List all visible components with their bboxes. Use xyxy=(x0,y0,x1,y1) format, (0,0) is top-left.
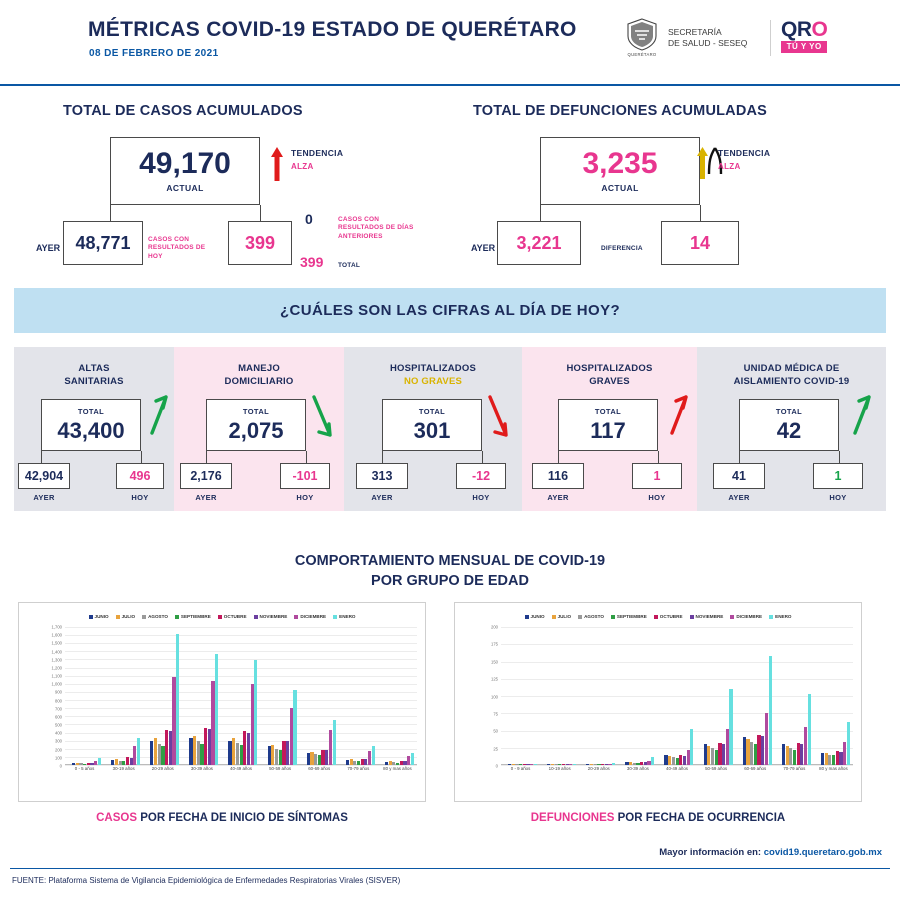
legend-item xyxy=(175,614,211,619)
card-yesterday-box xyxy=(356,463,408,489)
legend-item xyxy=(654,614,683,619)
y-axis-tick: 800 xyxy=(55,698,62,704)
legend-swatch-icon xyxy=(89,615,93,619)
x-axis-tick: 20-29 años xyxy=(587,766,610,772)
cases-total-value: 399 xyxy=(300,254,324,270)
legend-swatch-icon xyxy=(525,615,529,619)
bar xyxy=(847,722,850,765)
qro-tagline: TÚ Y YO xyxy=(781,41,827,53)
bar-group xyxy=(111,627,140,765)
deaths-difference-label: DIFERENCIA xyxy=(601,245,643,252)
card-total-box xyxy=(206,399,306,451)
card-trend-arrow-up-icon xyxy=(845,395,871,442)
legend-item xyxy=(578,614,604,619)
card-trend-arrow-up-icon xyxy=(142,395,168,442)
chart-defunciones-plot xyxy=(491,624,853,772)
deaths-difference-box xyxy=(661,221,739,265)
y-axis-tick: 1,500 xyxy=(51,640,62,646)
cases-today-results-value: 399 xyxy=(244,232,276,253)
legend-item xyxy=(218,614,247,619)
legend-label: SEPTIEMBRE xyxy=(180,614,211,619)
bar xyxy=(769,656,772,765)
card-altas-sanitarias xyxy=(14,347,174,511)
x-axis-tick: 80 y mas años xyxy=(819,766,848,772)
card-hospitalizados-graves xyxy=(522,347,697,511)
bar-group xyxy=(72,627,101,765)
bar xyxy=(293,690,296,765)
x-axis-tick: 70-79 años xyxy=(347,766,370,772)
card-trend-arrow-down-icon xyxy=(486,395,512,444)
deaths-connector-left xyxy=(540,205,541,221)
cases-trend-value: ALZA xyxy=(291,162,314,171)
bar xyxy=(215,654,218,765)
deaths-trend-arrow-up-icon xyxy=(696,147,709,184)
cases-current-box xyxy=(110,137,260,205)
bar xyxy=(573,764,576,765)
y-axis-tick: 1,600 xyxy=(51,632,62,638)
legend-swatch-icon xyxy=(218,615,222,619)
card-total-label: TOTAL xyxy=(77,406,105,416)
y-axis-tick: 50 xyxy=(493,728,498,734)
bar xyxy=(534,764,537,765)
card-today-value: 1 xyxy=(834,469,842,483)
chart-defunciones-caption xyxy=(454,812,862,824)
x-axis-tick: 50-59 años xyxy=(269,766,292,772)
y-axis-tick: 1,200 xyxy=(51,665,62,671)
card-title-line-1: ALTAS xyxy=(78,363,110,374)
card-trend-arrow-down-icon xyxy=(310,395,336,444)
secretariat-line-2: DE SALUD - SESEQ xyxy=(668,38,748,49)
y-axis-tick: 150 xyxy=(491,659,498,665)
card-unidad-medica-aislamiento xyxy=(697,347,886,511)
legend-label: OCTUBRE xyxy=(659,614,683,619)
x-axis-tick: 10-19 años xyxy=(548,766,571,772)
bar-group xyxy=(346,627,375,765)
card-title xyxy=(344,363,522,389)
card-today-label: HOY xyxy=(296,493,314,502)
card-trend-arrow-up-icon xyxy=(662,395,688,442)
deaths-trend-label: TENDENCIA xyxy=(718,148,771,158)
card-yesterday-value: 42,904 xyxy=(24,469,64,483)
legend-item xyxy=(89,614,109,619)
legend-label: ENERO xyxy=(775,614,792,619)
card-total-value: 301 xyxy=(413,417,451,443)
header-rule xyxy=(0,84,900,86)
legend-swatch-icon xyxy=(730,615,734,619)
legend-label: ENERO xyxy=(339,614,356,619)
card-today-value: 1 xyxy=(653,469,661,483)
card-yesterday-value: 2,176 xyxy=(190,469,222,483)
bar-group xyxy=(704,627,733,765)
card-yesterday-value: 116 xyxy=(547,469,569,483)
card-total-value: 2,075 xyxy=(228,417,284,443)
y-axis-tick: 100 xyxy=(55,755,62,761)
legend-item xyxy=(769,614,791,619)
card-hospitalizados-no-graves xyxy=(344,347,522,511)
card-yesterday-box xyxy=(713,463,765,489)
y-axis-tick: 500 xyxy=(55,722,62,728)
y-axis-tick: 125 xyxy=(491,676,498,682)
bar-group xyxy=(821,627,850,765)
cases-current-label: ACTUAL xyxy=(166,183,204,193)
deaths-panel-title: TOTAL DE DEFUNCIONES ACUMULADAS xyxy=(473,103,768,119)
card-title-line-1: MANEJO xyxy=(238,363,280,374)
card-today-label: HOY xyxy=(829,493,847,502)
card-today-value: -12 xyxy=(471,469,491,483)
card-yesterday-label: AYER xyxy=(33,493,55,502)
x-axis-tick: 70-79 años xyxy=(783,766,806,772)
card-today-value: -101 xyxy=(292,469,318,483)
card-total-label: TOTAL xyxy=(594,406,622,416)
today-figures-text: ¿CUÁLES SON LAS CIFRAS AL DÍA DE HOY? xyxy=(279,302,621,319)
card-today-value: 496 xyxy=(129,469,151,483)
card-total-value: 117 xyxy=(590,417,626,443)
card-connector-left xyxy=(739,451,740,463)
card-yesterday-box xyxy=(180,463,232,489)
card-today-box xyxy=(456,463,506,489)
cases-panel-title: TOTAL DE CASOS ACUMULADOS xyxy=(63,103,303,119)
bar-group xyxy=(625,627,654,765)
qro-letter-r: R xyxy=(796,18,812,41)
card-yesterday-box xyxy=(532,463,584,489)
y-axis-tick: 200 xyxy=(491,624,498,630)
bar xyxy=(333,720,336,765)
card-total-label: TOTAL xyxy=(775,406,803,416)
card-title-line-2: AISLAMIENTO COVID-19 xyxy=(733,375,850,387)
chart-defunciones-legend xyxy=(455,614,861,619)
card-title xyxy=(174,363,344,389)
bar-group xyxy=(782,627,811,765)
chart-defunciones xyxy=(454,602,862,802)
card-today-box xyxy=(116,463,164,489)
legend-item xyxy=(690,614,724,619)
legend-label: NOVIEMBRE xyxy=(695,614,724,619)
legend-item xyxy=(142,614,168,619)
legend-swatch-icon xyxy=(294,615,298,619)
legend-swatch-icon xyxy=(254,615,258,619)
legend-label: DICIEMBRE xyxy=(736,614,763,619)
cases-yesterday-label: AYER xyxy=(36,243,61,253)
y-axis-tick: 700 xyxy=(55,706,62,712)
card-connector-left xyxy=(382,451,383,463)
card-total-value: 43,400 xyxy=(57,417,125,443)
chart-casos-caption-strong: CASOS xyxy=(96,812,138,824)
card-total-box xyxy=(558,399,658,451)
bar-group xyxy=(385,627,414,765)
y-axis-tick: 900 xyxy=(55,689,62,695)
page-date: 08 DE FEBRERO DE 2021 xyxy=(89,48,219,59)
y-axis-tick: 1,100 xyxy=(51,673,62,679)
page-header xyxy=(0,0,900,78)
legend-swatch-icon xyxy=(116,615,120,619)
legend-item xyxy=(730,614,762,619)
deaths-yesterday-label: AYER xyxy=(471,243,496,253)
cases-today-results-box xyxy=(228,221,292,265)
card-connector-right xyxy=(839,451,840,463)
legend-swatch-icon xyxy=(611,615,615,619)
card-today-label: HOY xyxy=(648,493,666,502)
legend-swatch-icon xyxy=(552,615,556,619)
chart-defunciones-caption-rest: POR FECHA DE OCURRENCIA xyxy=(614,812,786,824)
cases-current-value: 49,170 xyxy=(139,147,231,180)
x-axis-tick: 60-69 años xyxy=(308,766,331,772)
card-connector-right xyxy=(141,451,142,463)
cases-previous-days-label: CASOS CON RESULTADOS DE DÍAS ANTERIORES xyxy=(338,216,414,240)
card-total-label: TOTAL xyxy=(418,406,446,416)
card-title-line-1: HOSPITALIZADOS xyxy=(566,363,653,374)
bar-group xyxy=(664,627,693,765)
seal-caption: QUERÉTARO xyxy=(627,52,657,57)
bar xyxy=(612,763,615,765)
card-yesterday-value: 313 xyxy=(371,469,393,483)
bar xyxy=(372,746,375,765)
bar xyxy=(651,757,654,765)
more-info-label: Mayor información en: xyxy=(659,847,764,858)
card-title-line-1: UNIDAD MÉDICA DE xyxy=(743,363,840,374)
card-yesterday-label: AYER xyxy=(371,493,393,502)
y-axis-tick: 300 xyxy=(55,738,62,744)
legend-item xyxy=(552,614,572,619)
deaths-current-label: ACTUAL xyxy=(601,183,639,193)
bar-group xyxy=(586,627,615,765)
page-title: MÉTRICAS COVID-19 ESTADO DE QUERÉTARO xyxy=(88,18,577,41)
x-axis-tick: 50-59 años xyxy=(705,766,728,772)
legend-swatch-icon xyxy=(769,615,773,619)
card-title-line-2: DOMICILIARIO xyxy=(224,375,294,387)
legend-label: AGOSTO xyxy=(584,614,604,619)
card-title-highlight: NO GRAVES xyxy=(403,375,463,387)
bar xyxy=(98,758,101,765)
qro-letter-o: O xyxy=(811,18,828,41)
y-axis-tick: 0 xyxy=(495,763,498,769)
deaths-current-box xyxy=(540,137,700,205)
more-info xyxy=(659,847,882,858)
card-manejo-domiciliario xyxy=(174,347,344,511)
card-connector-left xyxy=(206,451,207,463)
legend-swatch-icon xyxy=(578,615,582,619)
y-axis-tick: 600 xyxy=(55,714,62,720)
y-axis-tick: 200 xyxy=(55,747,62,753)
card-title xyxy=(522,363,697,389)
y-axis-tick: 75 xyxy=(493,711,498,717)
y-axis-tick: 0 xyxy=(59,763,62,769)
card-yesterday-box xyxy=(18,463,70,489)
card-today-label: HOY xyxy=(131,493,149,502)
card-connector-right xyxy=(658,451,659,463)
bar xyxy=(254,660,257,765)
legend-label: JUNIO xyxy=(94,614,109,619)
card-connector-left xyxy=(558,451,559,463)
card-yesterday-label: AYER xyxy=(728,493,750,502)
metric-cards xyxy=(14,347,886,511)
x-axis-tick: 80 y mas años xyxy=(383,766,412,772)
bar xyxy=(690,729,693,765)
qro-letter-q: Q xyxy=(781,18,797,41)
legend-item xyxy=(254,614,288,619)
card-yesterday-value: 41 xyxy=(732,469,746,483)
card-today-label: HOY xyxy=(472,493,490,502)
card-yesterday-label: AYER xyxy=(547,493,569,502)
chart-defunciones-caption-strong: DEFUNCIONES xyxy=(530,812,615,824)
source-note: FUENTE: Plataforma Sistema de Vigilancia Epidemiológica de Enfermedades Respiratorias Virales (SISVER) xyxy=(12,876,401,885)
legend-item xyxy=(525,614,545,619)
bar-group xyxy=(228,627,257,765)
charts-heading xyxy=(0,552,900,591)
card-today-box xyxy=(280,463,330,489)
bar-group xyxy=(307,627,336,765)
deaths-yesterday-box xyxy=(497,221,581,265)
x-axis-tick: 20-29 años xyxy=(151,766,174,772)
cases-total-label: TOTAL xyxy=(338,262,361,269)
card-title-line-2: GRAVES xyxy=(589,375,630,387)
chart-casos-caption-rest: POR FECHA DE INICIO DE SÍNTOMAS xyxy=(137,812,348,824)
bar xyxy=(808,694,811,765)
legend-label: AGOSTO xyxy=(148,614,168,619)
card-connector-left xyxy=(41,451,42,463)
y-axis-tick: 1,000 xyxy=(51,681,62,687)
legend-swatch-icon xyxy=(142,615,146,619)
qro-wordmark xyxy=(781,20,827,40)
card-title xyxy=(14,363,174,389)
cases-yesterday-value: 48,771 xyxy=(75,232,131,253)
legend-swatch-icon xyxy=(333,615,337,619)
cases-yesterday-box xyxy=(63,221,143,265)
card-total-label: TOTAL xyxy=(242,406,270,416)
card-total-box xyxy=(739,399,839,451)
legend-swatch-icon xyxy=(654,615,658,619)
chart-casos-legend xyxy=(19,614,425,619)
legend-label: DICIEMBRE xyxy=(300,614,327,619)
today-figures-band xyxy=(14,288,886,333)
qro-logo xyxy=(781,20,827,53)
bar-group xyxy=(508,627,537,765)
card-connector-right xyxy=(482,451,483,463)
card-yesterday-label: AYER xyxy=(195,493,217,502)
y-axis-tick: 400 xyxy=(55,730,62,736)
cases-previous-days-value: 0 xyxy=(305,211,313,227)
x-axis-tick: 0 - 5 años xyxy=(74,766,95,772)
covid-site-link[interactable]: covid19.queretaro.gob.mx xyxy=(763,847,882,858)
y-axis-tick: 1,300 xyxy=(51,657,62,663)
card-today-box xyxy=(813,463,863,489)
y-axis-tick: 100 xyxy=(491,694,498,699)
legend-label: NOVIEMBRE xyxy=(259,614,288,619)
chart-casos-plot xyxy=(51,624,417,772)
deaths-yesterday-value: 3,221 xyxy=(516,232,562,253)
x-axis-tick: 40-49 años xyxy=(230,766,252,772)
card-today-box xyxy=(632,463,682,489)
bar-group xyxy=(268,627,297,765)
x-axis-tick: 30-19 años xyxy=(112,766,135,772)
secretariat-line-1: SECRETARÍA xyxy=(668,27,722,37)
legend-label: JULIO xyxy=(121,614,136,619)
chart-casos-caption xyxy=(18,812,426,824)
y-axis-tick: 175 xyxy=(491,641,498,647)
bar xyxy=(137,738,140,765)
card-connector-right xyxy=(306,451,307,463)
bar xyxy=(411,753,414,765)
cases-today-results-label: CASOS CON RESULTADOS DE HOY xyxy=(148,236,206,260)
card-total-value: 42 xyxy=(776,417,802,443)
cases-trend-label: TENDENCIA xyxy=(291,148,344,158)
deaths-trend-value: ALZA xyxy=(718,162,741,171)
cases-connector-left xyxy=(110,205,111,221)
legend-swatch-icon xyxy=(690,615,694,619)
chart-casos xyxy=(18,602,426,802)
deaths-difference-value: 14 xyxy=(689,232,711,253)
card-total-box xyxy=(382,399,482,451)
card-title-line-1: HOSPITALIZADOS xyxy=(389,363,476,374)
x-axis-tick: 60-69 años xyxy=(744,766,767,772)
bar-group xyxy=(743,627,772,765)
x-axis-tick: 0 - 9 años xyxy=(510,766,531,772)
charts-heading-line-1: COMPORTAMIENTO MENSUAL DE COVID-19 xyxy=(294,553,606,569)
y-axis-tick: 1,400 xyxy=(51,649,62,655)
x-axis-tick: 30-39 años xyxy=(190,766,213,772)
bar xyxy=(176,634,179,766)
bar-group xyxy=(150,627,179,765)
legend-label: JULIO xyxy=(557,614,572,619)
bar-group xyxy=(547,627,576,765)
legend-swatch-icon xyxy=(175,615,179,619)
y-axis-tick: 1,700 xyxy=(51,624,62,630)
bar-group xyxy=(189,627,218,765)
bar xyxy=(729,689,732,765)
legend-item xyxy=(333,614,355,619)
legend-label: JUNIO xyxy=(530,614,545,619)
card-total-box xyxy=(41,399,141,451)
deaths-connector-right xyxy=(700,205,701,221)
secretariat-text xyxy=(668,27,747,50)
deaths-current-value: 3,235 xyxy=(582,147,658,180)
card-title xyxy=(697,363,886,389)
cases-trend-arrow-up-icon xyxy=(270,147,284,186)
legend-item xyxy=(611,614,647,619)
x-axis-tick: 30-39 años xyxy=(626,766,649,772)
legend-item xyxy=(294,614,326,619)
legend-item xyxy=(116,614,136,619)
y-axis-tick: 25 xyxy=(493,746,498,752)
legend-label: SEPTIEMBRE xyxy=(616,614,647,619)
charts-heading-line-2: POR GRUPO DE EDAD xyxy=(371,572,529,589)
footer-rule xyxy=(10,868,890,869)
queretaro-seal-icon xyxy=(625,18,659,58)
x-axis-tick: 40-49 años xyxy=(666,766,688,772)
header-divider xyxy=(770,20,771,56)
legend-label: OCTUBRE xyxy=(223,614,247,619)
cases-connector-right xyxy=(260,205,261,221)
card-title-line-2: SANITARIAS xyxy=(64,375,124,387)
